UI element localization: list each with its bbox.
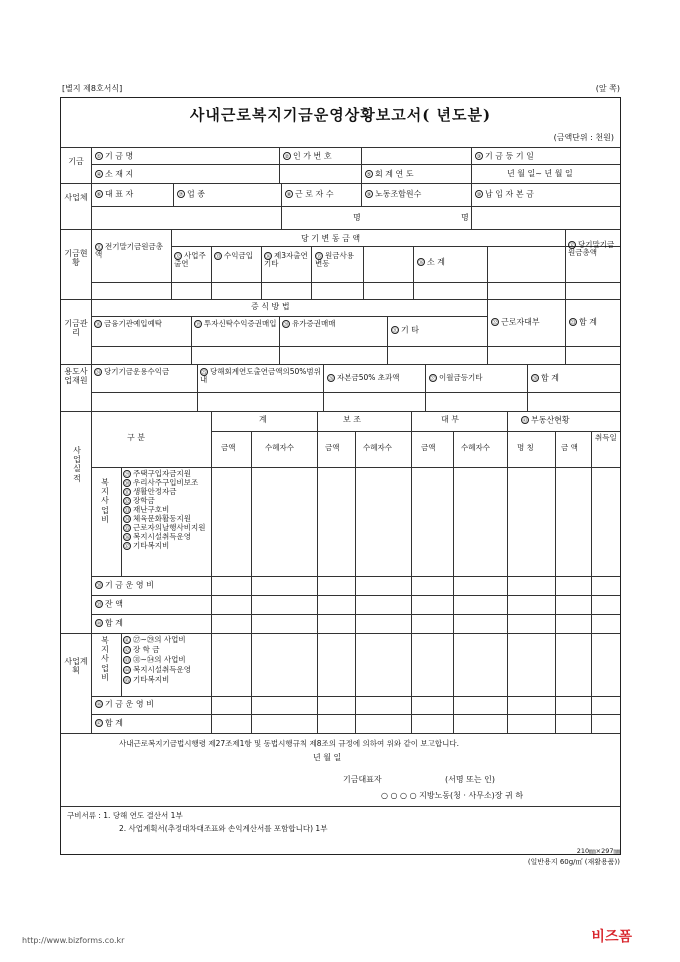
deposit-label: ⑱ 금융기관예입예탁 <box>95 319 162 328</box>
paid-capital-label: ⑩ 납 입 자 본 금 <box>476 189 534 199</box>
fund-name-label: ① 기 금 명 <box>96 151 134 161</box>
plan-items-list <box>123 636 211 684</box>
real-estate-header: ㊸ 부동산현황 <box>522 415 570 425</box>
plan-sum-label: ㊼ 합 계 <box>96 718 123 728</box>
result-item-5: ㉝ 재난구호비 <box>124 505 170 514</box>
results-items-list <box>123 470 211 550</box>
plan-item-4: ㊹ 복지시설취득운영 <box>124 665 191 674</box>
declaration-date: 년 월 일 <box>313 753 342 762</box>
page-side: (앞 쪽) <box>595 84 620 93</box>
results-section-label: 사업실적 <box>73 446 81 483</box>
change-header: 당 기 변 동 금 액 <box>301 234 361 243</box>
support-beneficiaries-col: 수혜자수 <box>363 443 392 452</box>
results-sum-label: ㊵ 합 계 <box>96 618 123 628</box>
available-section-label: 용도사업재원 <box>64 367 88 385</box>
result-item-8: ㊱ 복지시설취득운영 <box>124 532 191 541</box>
sign-note: (서명 또는 인) <box>445 775 495 784</box>
income-transfer-label: ⑬ 수익금입 <box>215 251 253 260</box>
paper-size: 210㎜×297㎜ <box>576 847 620 855</box>
declaration-text: 사내근로복지기금법시행령 제27조제1항 및 동법시행규칙 제8조의 규정에 의하여 위와 같이 보고합니다. <box>119 739 459 748</box>
result-item-7: ㉟ 근로자의날행사비지원 <box>124 523 206 532</box>
plan-item-2: ㊷ 장 학 금 <box>124 645 160 654</box>
end-total-label: ⑰ 당기말기금원금총액 <box>568 240 615 257</box>
biz-contrib-label: ⑫ 사업주출연 <box>174 251 206 268</box>
prev-total-label: ⑪ 전기말기금원금총액 <box>95 242 163 259</box>
subtotal-label: ⑯ 소 계 <box>418 257 445 267</box>
attachments-item2: 2. 사업계획서(추정대차대조표와 손익계산서를 포함합니다) 1부 <box>119 824 328 833</box>
fund-reg-date-label: ③ 기 금 등 기 일 <box>476 151 534 161</box>
loan-header: 대 부 <box>441 415 459 424</box>
report-form <box>60 97 621 855</box>
assets-section-label: 기금현황 <box>64 249 88 267</box>
loan-beneficiaries-col: 수혜자수 <box>461 443 490 452</box>
form-title: 사내근로복지기금운영상황보고서( 년도분) <box>189 106 492 124</box>
third-party-label: ⑭ 제3자출연기타 <box>264 251 308 268</box>
result-item-3: ㉛ 생활안정자금 <box>124 487 177 496</box>
amount-unit: (금액단위 : 천원) <box>553 133 614 142</box>
fund-section-label: 기금 <box>68 157 84 166</box>
increase-method-header: 증 식 방 법 <box>251 302 290 311</box>
industry-label: ⑦ 업 종 <box>178 189 205 199</box>
beneficiaries-col: 수혜자수 <box>265 443 294 452</box>
welfare-label: 복지사업비 <box>101 478 109 524</box>
amount-col: 금액 <box>221 443 236 452</box>
recipient: ○ ○ ○ ○ 지방노동(청 · 사무소)장 귀 하 <box>381 791 524 800</box>
fund-income-label: ㉔ 당기기금운용수익금 <box>95 367 170 376</box>
available-total-label: ㉘ 합 계 <box>532 373 559 383</box>
business-section-label: 사업체 <box>64 193 88 202</box>
union-unit: 명 <box>461 213 469 222</box>
plan-fund-admin-label: ㊻ 기 금 운 영 비 <box>96 699 154 709</box>
plan-section-label: 사업계획 <box>64 657 88 675</box>
support-amount-col: 금액 <box>325 443 340 452</box>
form-number: [별지 제8호서식] <box>62 84 123 93</box>
plan-item-5: ㊺ 기타복지비 <box>124 675 170 684</box>
plan-welfare-label: 복지사업비 <box>101 636 109 682</box>
prev-contrib-label: ㉕ 당해회계연도출연금액의50%범위내 <box>200 367 321 384</box>
acquisition-col: 취득일 <box>595 433 617 442</box>
workers-unit: 명 <box>353 213 361 222</box>
plan-item-3: ㊸ ㉛~㉞의 사업비 <box>124 655 186 664</box>
capital-excess-label: ㉖ 자본금50% 초과액 <box>328 373 400 382</box>
result-item-2: ㉚ 우리사주구입비보조 <box>124 478 199 487</box>
carryover-label: ㉗ 이월금등기타 <box>430 373 483 382</box>
balance-label: ㊴ 잔 액 <box>96 599 123 609</box>
fiscal-year-label: ⑤ 회 계 연 도 <box>366 169 414 179</box>
category-header: 구 분 <box>127 433 145 442</box>
brand-logo: 비즈폼 <box>591 929 632 945</box>
trust-label: ⑲ 투자신탁수익증권매입 <box>195 319 277 328</box>
result-item-1: ㉙ 주택구입자금지원 <box>124 469 191 478</box>
workers-label: ⑧ 근 로 자 수 <box>286 189 334 199</box>
mgmt-total-label: ㉓ 합 계 <box>570 317 597 327</box>
result-item-6: ㉞ 체육문화활동지원 <box>124 514 191 523</box>
plan-item-1: ㊶ ㉗~㉙의 사업비 <box>124 635 186 644</box>
re-amount-col: 금 액 <box>561 443 578 452</box>
rep-label: ⑥ 대 표 자 <box>96 189 134 199</box>
worker-loan-label: ㉒ 근로자대부 <box>492 317 540 327</box>
signer-label: 기금대표자 <box>343 775 382 784</box>
re-name-col: 명 칭 <box>517 443 534 452</box>
location-label: ④ 소 재 지 <box>96 169 134 179</box>
loan-amount-col: 금액 <box>421 443 436 452</box>
fund-admin-label: ㊳ 기 금 운 영 비 <box>96 580 154 590</box>
support-header: 보 조 <box>343 415 361 424</box>
principal-use-label: ⑮ 원금사용변동 <box>315 251 354 268</box>
site-url[interactable]: http://www.bizforms.co.kr <box>22 936 125 945</box>
union-members-label: ⑨ 노동조합원수 <box>366 189 422 199</box>
attachments-label: 구비서류 : 1. 당해 연도 결산서 1부 <box>67 811 183 820</box>
fiscal-period: 년 월 일~ 년 월 일 <box>507 169 573 178</box>
approval-no-label: ② 인 가 번 호 <box>284 151 332 161</box>
total-header: 계 <box>259 415 267 424</box>
result-item-4: ㉜ 장학금 <box>124 496 155 505</box>
result-item-9: ㊲ 기타복지비 <box>124 541 170 550</box>
other-label: ㉑ 기 타 <box>392 325 419 335</box>
securities-label: ⑳ 유가증권매매 <box>283 319 336 328</box>
paper-type: (일반용지 60g/㎡ (재활용품)) <box>527 858 620 866</box>
management-section-label: 기금관리 <box>64 319 88 337</box>
